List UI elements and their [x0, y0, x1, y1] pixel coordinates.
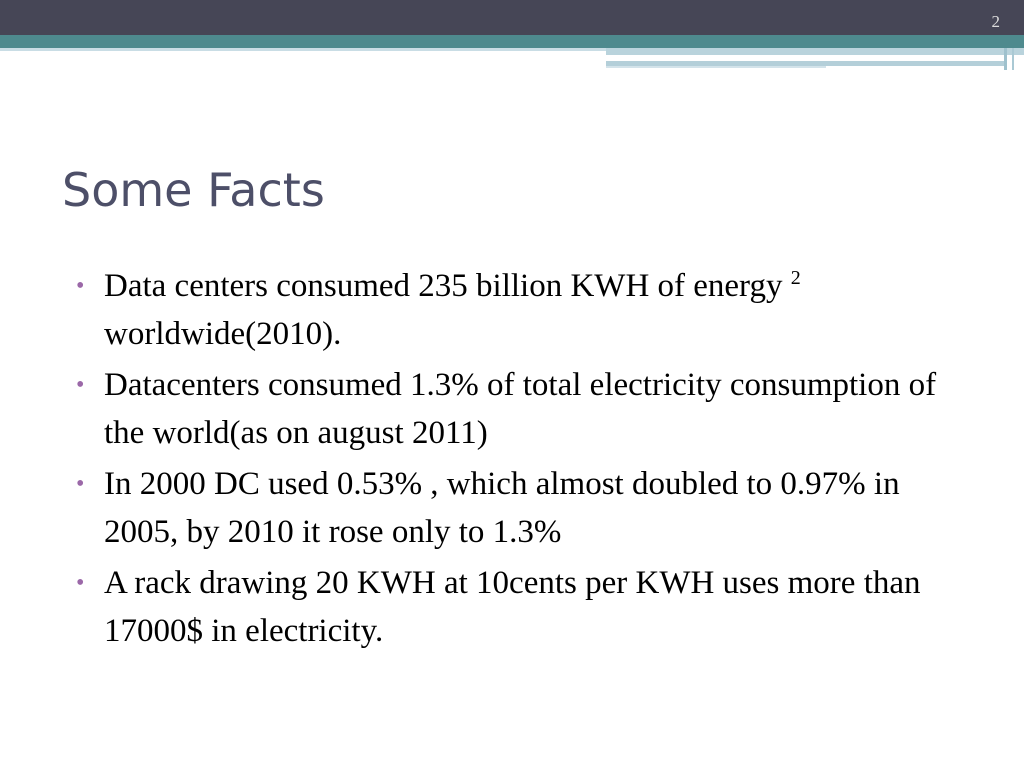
header-bar: [0, 0, 1024, 35]
bullet-item: [76, 262, 976, 358]
bullet-list: [76, 262, 976, 658]
bullet-item: [76, 361, 976, 457]
decorative-stripe: [606, 66, 826, 68]
slide-number: 2: [991, 12, 1000, 31]
footnote-reference: 2: [790, 267, 801, 289]
bullet-dot-icon: •: [76, 570, 85, 596]
bullet-text-part: worldwide(2010).: [104, 316, 342, 352]
bullet-item: [76, 460, 976, 556]
bullet-text: In 2000 DC used 0.53% , which almost doubled to 0.97% in 2005, by 2010 it rose only to 1.3%: [104, 466, 900, 550]
decorative-stripe: [606, 48, 1024, 55]
header-accent-bar: [0, 35, 1024, 48]
bullet-text-part: Data centers consumed 235 billion KWH of energy: [104, 268, 783, 304]
bullet-dot-icon: •: [76, 273, 85, 299]
bullet-text: Datacenters consumed 1.3% of total electricity consumption of the world(as on august 2011): [104, 367, 937, 451]
bullet-item: [76, 559, 976, 655]
decorative-stripe: [1004, 48, 1007, 70]
bullet-dot-icon: •: [76, 471, 85, 497]
decorative-stripe: [606, 57, 948, 59]
bullet-dot-icon: •: [76, 372, 85, 398]
bullet-text: [104, 268, 801, 352]
decorative-stripe: [1012, 48, 1014, 70]
slide-title: Some Facts: [62, 163, 325, 217]
bullet-text: A rack drawing 20 KWH at 10cents per KWH uses more than 17000$ in electricity.: [104, 565, 921, 649]
